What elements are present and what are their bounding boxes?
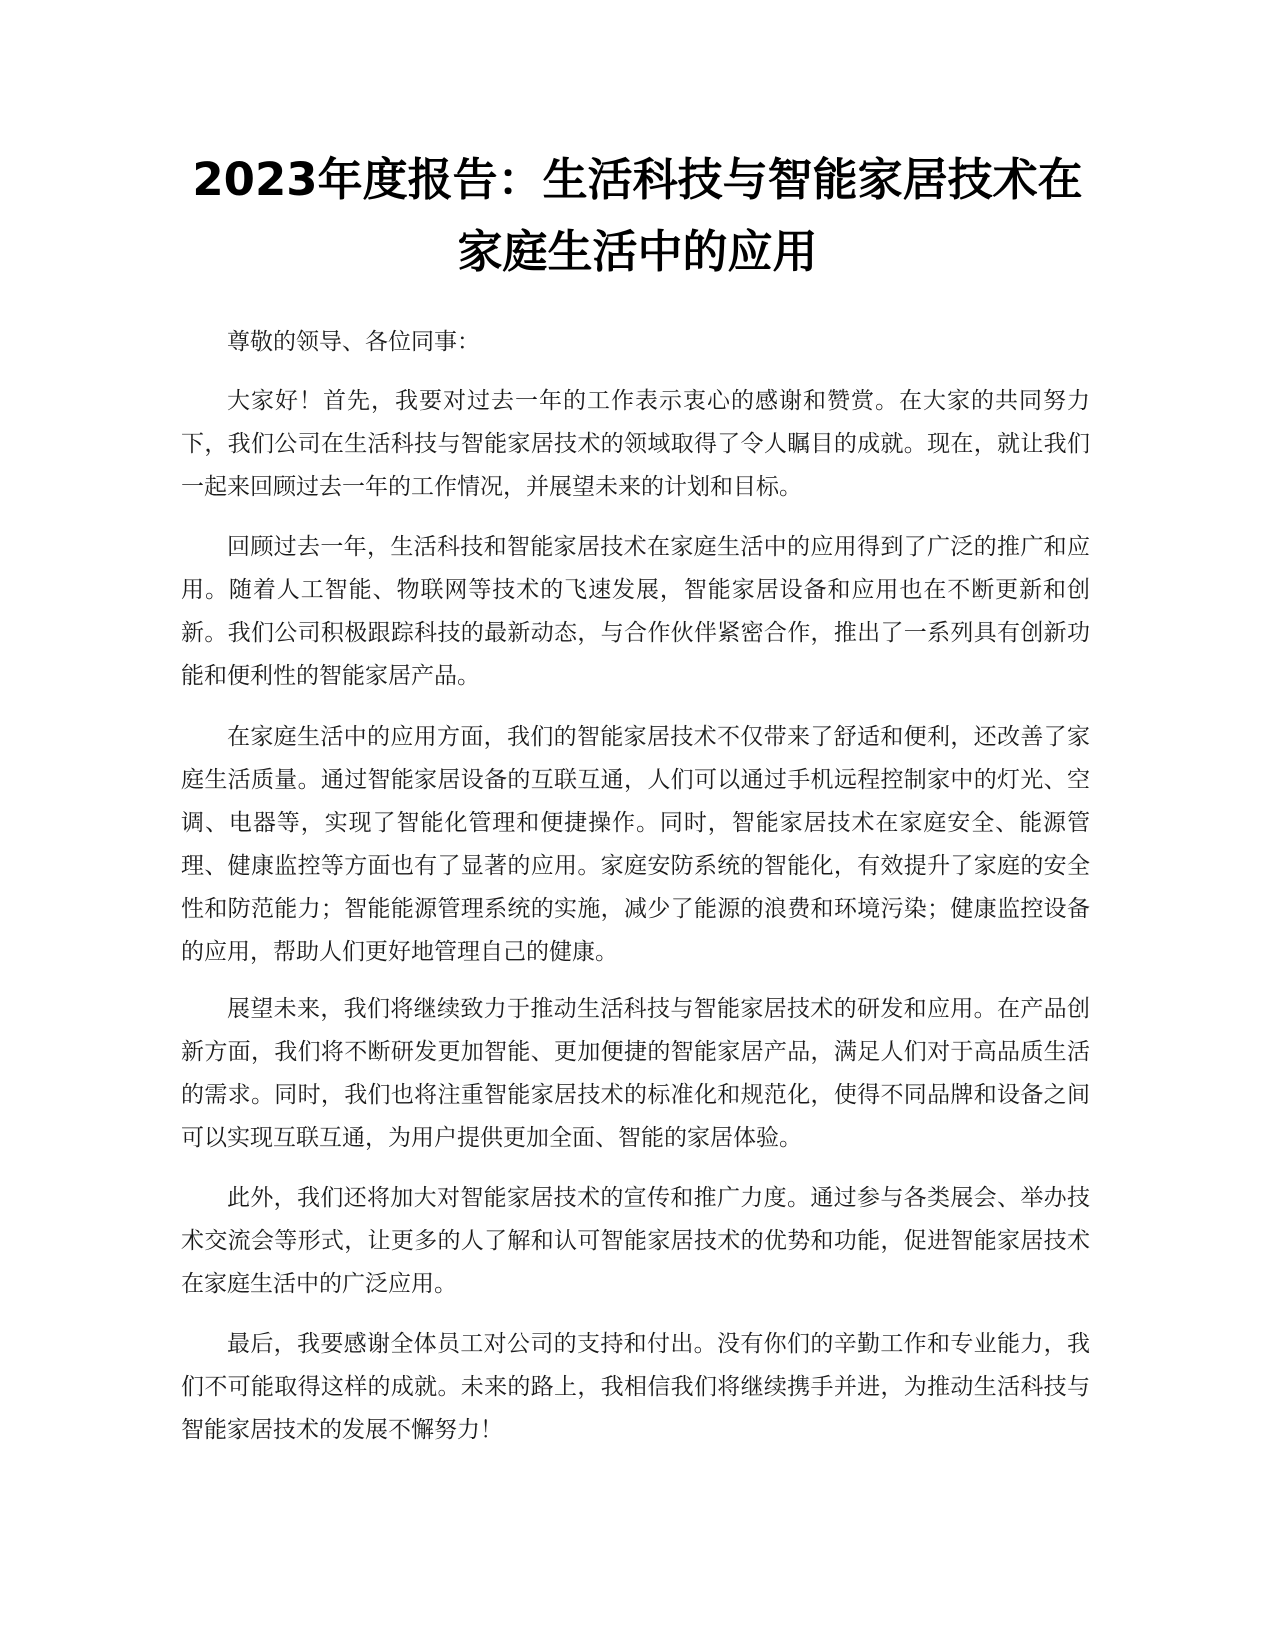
outlook-paragraph: 展望未来，我们将继续致力于推动生活科技与智能家居技术的研发和应用。在产品创新方面，我们将不断研发更加智能、更加便捷的智能家居产品，满足人们对于高品质生活的需求。同时，我们也将注重智能家居技术的标准化和规范化，使得不同品牌和设备之间可以实现互联互通，为用户提供更加全面、智能的家居体验。 <box>181 996 1090 1151</box>
application-paragraph: 在家庭生活中的应用方面，我们的智能家居技术不仅带来了舒适和便利，还改善了家庭生活质量。通过智能家居设备的互联互通，人们可以通过手机远程控制家中的灯光、空调、电器等，实现了智能化管理和便捷操作。同时，智能家居技术在家庭安全、能源管理、健康监控等方面也有了显著的应用。家庭安防系统的智能化，有效提升了家庭的安全性和防范能力；智能能源管理系统的实施，减少了能源的浪费和环境污染；健康监控设备的应用，帮助人们更好地管理自己的健康。 <box>181 724 1090 965</box>
document-title-line-2: 家庭生活中的应用 <box>457 225 818 278</box>
document-title-line-1: 2023年度报告：生活科技与智能家居技术在 <box>192 153 1083 206</box>
closing-paragraph: 最后，我要感谢全体员工对公司的支持和付出。没有你们的辛勤工作和专业能力，我们不可能取得这样的成就。未来的路上，我相信我们将继续携手并进，为推动生活科技与智能家居技术的发展不懈努力！ <box>181 1331 1090 1443</box>
greeting-paragraph: 大家好！首先，我要对过去一年的工作表示衷心的感谢和赞赏。在大家的共同努力下，我们公司在生活科技与智能家居技术的领域取得了令人瞩目的成就。现在，就让我们一起来回顾过去一年的工作情况，并展望未来的计划和目标。 <box>181 388 1090 500</box>
review-paragraph: 回顾过去一年，生活科技和智能家居技术在家庭生活中的应用得到了广泛的推广和应用。随着人工智能、物联网等技术的飞速发展，智能家居设备和应用也在不断更新和创新。我们公司积极跟踪科技的最新动态，与合作伙伴紧密合作，推出了一系列具有创新功能和便利性的智能家居产品。 <box>181 534 1090 689</box>
promotion-paragraph: 此外，我们还将加大对智能家居技术的宣传和推广力度。通过参与各类展会、举办技术交流会等形式，让更多的人了解和认可智能家居技术的优势和功能，促进智能家居技术在家庭生活中的广泛应用。 <box>181 1185 1090 1297</box>
salutation-paragraph: 尊敬的领导、各位同事： <box>227 329 480 355</box>
